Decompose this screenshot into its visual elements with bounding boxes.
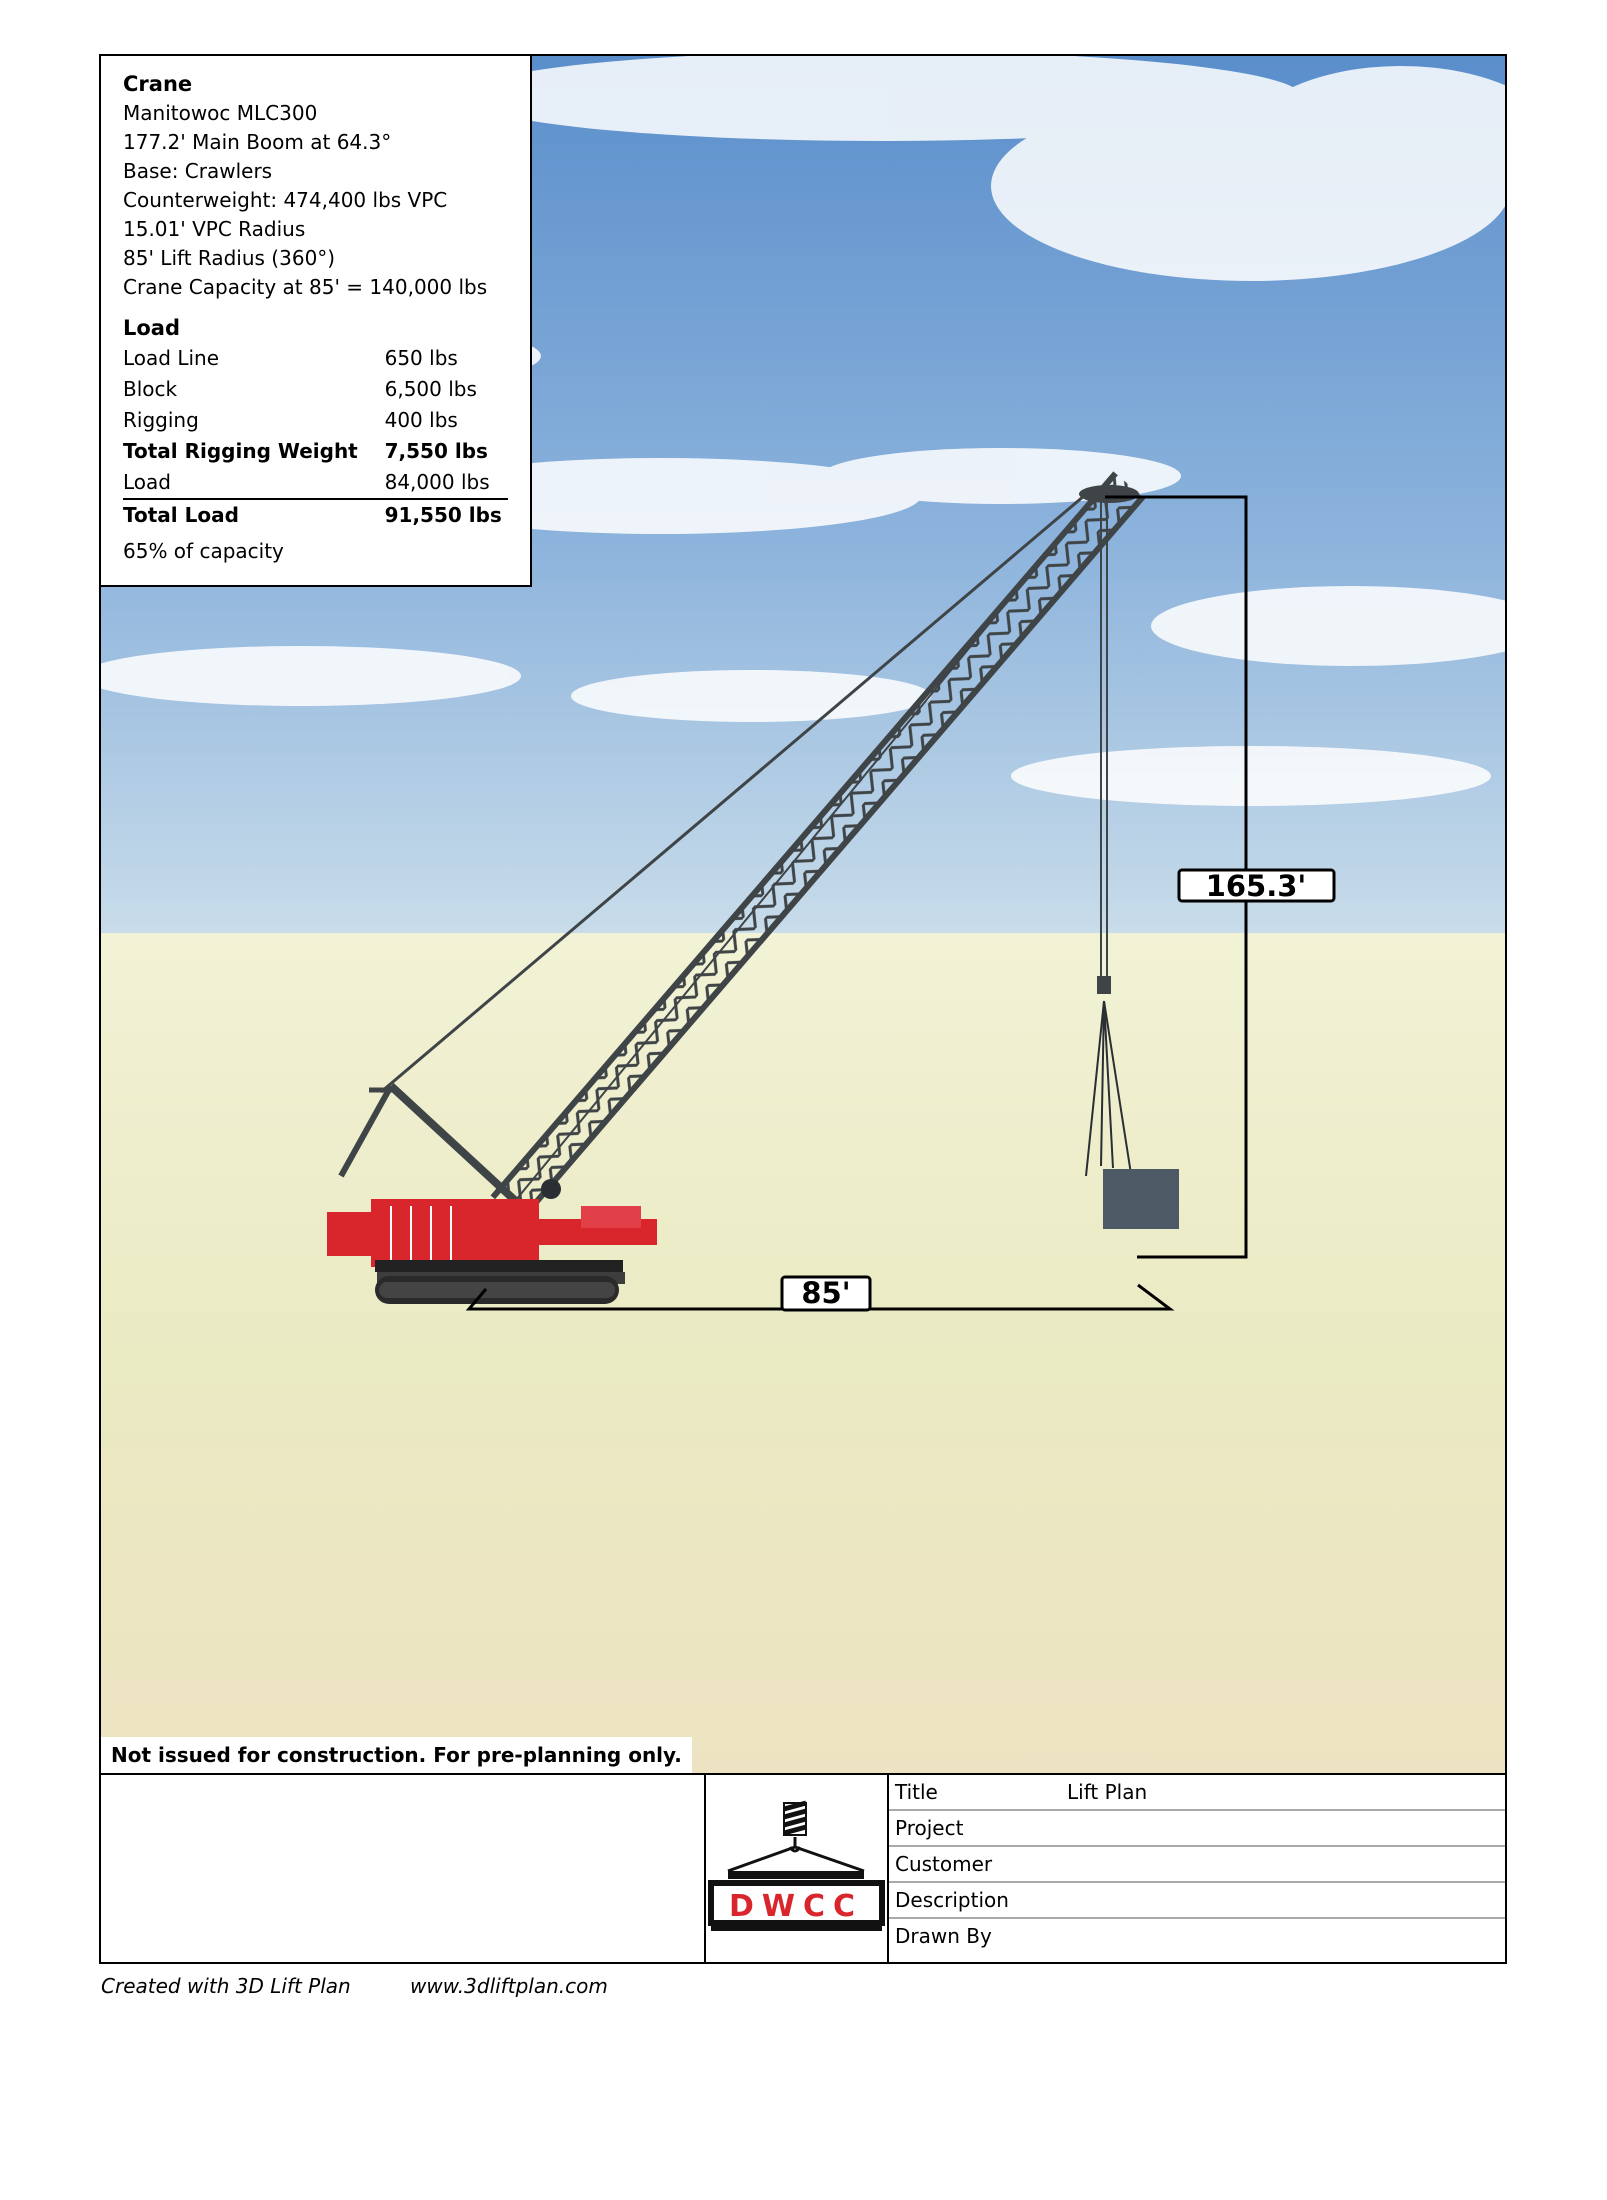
crane-capacity: Crane Capacity at 85' = 140,000 lbs [123,275,488,299]
crane-base: Base: Crawlers [123,159,273,183]
footer-created-with: Created with 3D Lift Plan [101,1974,351,1998]
height-dimension-label: 165.3' [1205,869,1307,903]
load-row-value: 6,500 lbs [384,377,477,401]
load-row-label: Total Rigging Weight [123,439,358,463]
load-row-label: Load [123,467,369,499]
load-row-label: Block [123,377,178,401]
crane-vpc-radius: 15.01' VPC Radius [123,217,306,241]
load-row-label: Total Load [123,503,239,527]
load-row-value: 7,550 lbs [384,439,488,463]
capacity-percentage: 65% of capacity [123,539,284,563]
crane-heading: Crane [123,72,193,96]
load-row-value: 91,550 lbs [384,503,502,527]
customer-field-label: Customer [895,1852,993,1876]
crane-lift-radius: 85' Lift Radius (360°) [123,246,336,270]
load-heading: Load [123,316,181,340]
title-field-value: Lift Plan [1067,1780,1148,1804]
load-row-value: 84,000 lbs [369,467,508,499]
load-row-value: 400 lbs [384,408,458,432]
load-row-label: Load Line [123,346,220,370]
project-field-label: Project [895,1816,964,1840]
radius-dimension-label: 85' [801,1276,851,1310]
title-field-label: Title [895,1780,938,1804]
crane-model: Manitowoc MLC300 [123,101,318,125]
logo-text: DWCC [728,1889,864,1924]
crane-counterweight: Counterweight: 474,400 lbs VPC [123,188,448,212]
sheet-border [99,54,1507,1964]
load-row-label: Rigging [123,408,199,432]
footer-website-link[interactable]: www.3dliftplan.com [410,1974,608,1998]
drawn-by-field-label: Drawn By [895,1924,992,1948]
load-row-value: 650 lbs [384,346,458,370]
description-field-label: Description [895,1888,1009,1912]
crane-boom-spec: 177.2' Main Boom at 64.3° [123,130,392,154]
construction-notice: Not issued for construction. For pre-planning only. [101,1737,692,1773]
